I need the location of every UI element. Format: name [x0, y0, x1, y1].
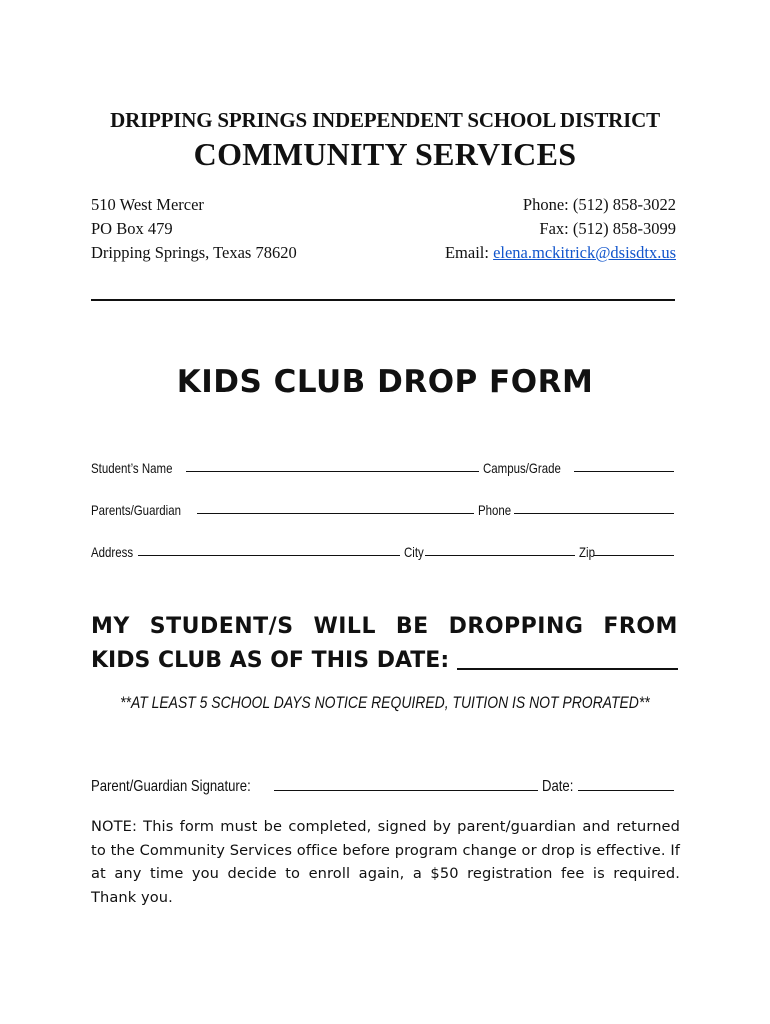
- date-field[interactable]: [578, 790, 674, 791]
- parents-guardian-field[interactable]: [197, 513, 474, 514]
- signature-row: [91, 772, 678, 796]
- campus-grade-label: Campus/Grade: [483, 460, 561, 476]
- signature-label: Parent/Guardian Signature:: [91, 778, 251, 795]
- header-divider: [91, 299, 675, 301]
- contact-info: [445, 193, 676, 265]
- phone-field[interactable]: [514, 513, 674, 514]
- city-field[interactable]: [425, 555, 575, 556]
- address-line-1: 510 West Mercer: [91, 195, 204, 214]
- district-name: DRIPPING SPRINGS INDEPENDENT SCHOOL DISTRICT: [110, 108, 660, 132]
- fax-number: Fax: (512) 858-3099: [539, 219, 676, 238]
- notice-text: **AT LEAST 5 SCHOOL DAYS NOTICE REQUIRED, TUITION IS NOT PRORATED**: [120, 693, 650, 712]
- mailing-address: [91, 193, 297, 265]
- phone-number: Phone: (512) 858-3022: [522, 195, 676, 214]
- zip-label: Zip: [578, 544, 595, 560]
- zip-field[interactable]: [594, 555, 674, 556]
- student-name-field[interactable]: [186, 471, 479, 472]
- drop-word: STUDENT/S: [149, 614, 294, 639]
- drop-word: DROPPING: [448, 614, 584, 639]
- city-label: City: [404, 544, 425, 560]
- date-label: Date:: [541, 778, 574, 795]
- email-label: Email:: [444, 243, 494, 262]
- address-label: Address: [91, 544, 134, 560]
- drop-word: FROM: [603, 614, 678, 639]
- phone-label: Phone: [477, 502, 511, 518]
- student-name-label: Student’s Name: [91, 460, 173, 476]
- form-title: KIDS CLUB DROP FORM: [176, 364, 594, 400]
- student-row: [91, 454, 678, 476]
- address-line-3: Dripping Springs, Texas 78620: [91, 243, 297, 262]
- drop-statement-line-1: [91, 610, 678, 644]
- address-line-2: PO Box 479: [91, 219, 173, 238]
- email-row: [445, 241, 676, 265]
- campus-grade-field[interactable]: [574, 471, 674, 472]
- department-title: COMMUNITY SERVICES: [193, 136, 577, 172]
- note-text: NOTE: This form must be completed, signed by parent/guardian and returned to the Community Services office before program change or drop is effective. If at any time you decide to enroll again, a $50 registration fee is required. Thank you.: [91, 818, 680, 906]
- drop-date-label: KIDS CLUB AS OF THIS DATE:: [91, 648, 450, 673]
- drop-statement-line-2: [91, 644, 678, 678]
- email-link[interactable]: elena.mckitrick@dsisdtx.us: [493, 243, 676, 262]
- parents-guardian-label: Parents/Guardian: [91, 502, 181, 518]
- address-field[interactable]: [138, 555, 400, 556]
- signature-field[interactable]: [274, 790, 538, 791]
- drop-word: MY: [91, 614, 130, 639]
- guardian-row: [91, 496, 678, 518]
- drop-word: BE: [395, 614, 429, 639]
- address-row: [91, 538, 678, 560]
- drop-statement: [91, 610, 678, 678]
- drop-date-field[interactable]: [457, 668, 678, 670]
- drop-word: WILL: [313, 614, 376, 639]
